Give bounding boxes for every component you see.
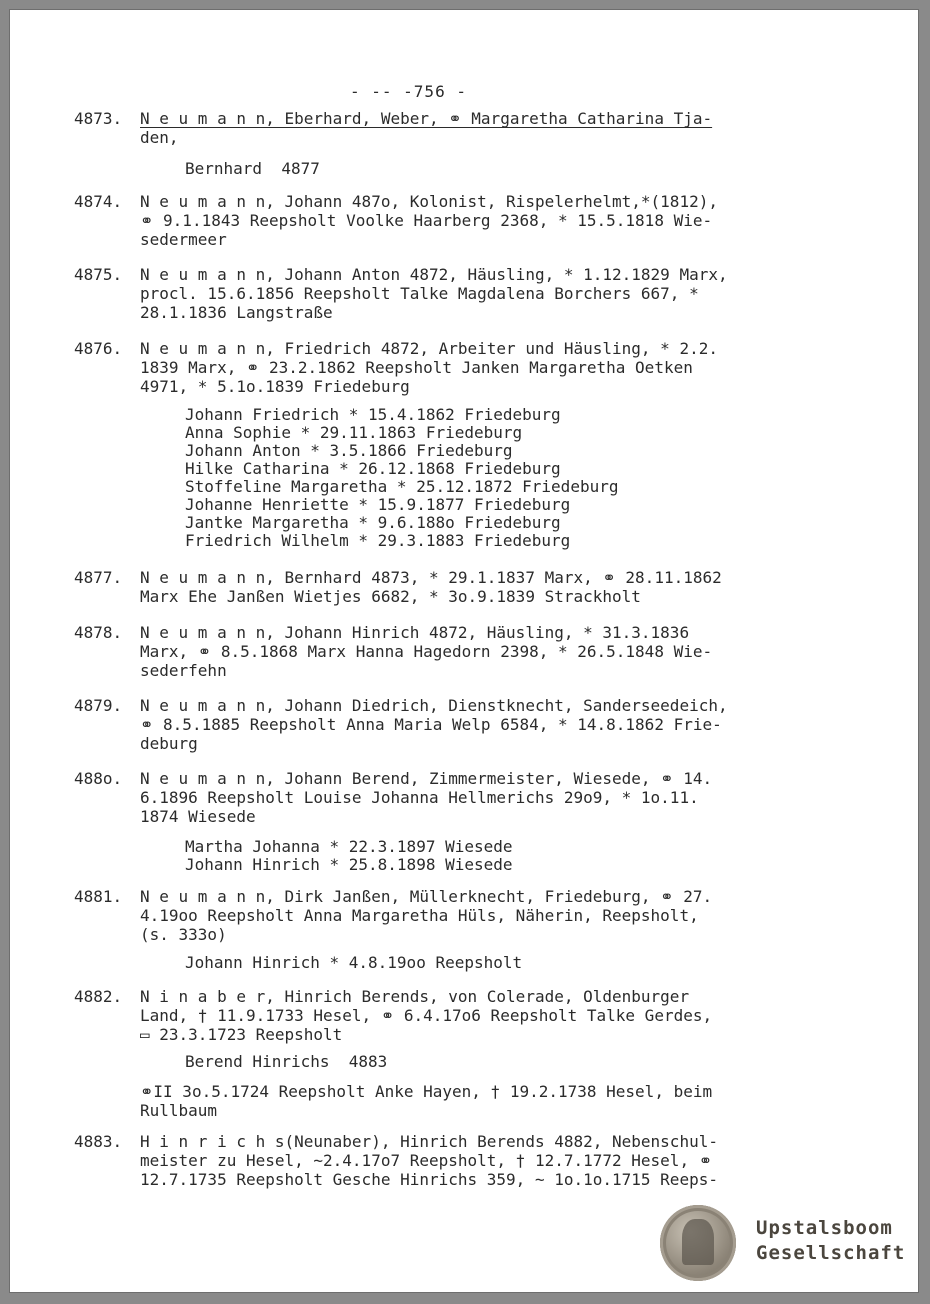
child-line: Johann Hinrich * 4.8.19oo Reepsholt <box>185 953 523 972</box>
entry-line: Rullbaum <box>140 1101 218 1120</box>
entry-line: N e u m a n n, Bernhard 4873, * 29.1.1837 Marx, ⚭ 28.11.1862 <box>140 568 722 587</box>
entry-line: Marx, ⚭ 8.5.1868 Marx Hanna Hagedorn 2398, * 26.5.1848 Wie- <box>140 642 713 661</box>
entry-line: procl. 15.6.1856 Reepsholt Talke Magdalena Borchers 667, * <box>140 284 699 303</box>
child-line: Bernhard 4877 <box>185 159 320 178</box>
child-line: Berend Hinrichs 4883 <box>185 1052 388 1071</box>
entry-number: 4877. <box>74 568 123 587</box>
entry-line: ⚭ 9.1.1843 Reepsholt Voolke Haarberg 2368, * 15.5.1818 Wie- <box>140 211 713 230</box>
entry-number: 488o. <box>74 769 123 788</box>
entry-line: Marx Ehe Janßen Wietjes 6682, * 3o.9.1839 Strackholt <box>140 587 641 606</box>
child-line: Stoffeline Margaretha * 25.12.1872 Friedeburg <box>185 477 619 496</box>
entry-number: 4879. <box>74 696 123 715</box>
entry-number: 4882. <box>74 987 123 1006</box>
entry-line: meister zu Hesel, ~2.4.17o7 Reepsholt, † 12.7.1772 Hesel, ⚭ <box>140 1151 713 1170</box>
logo-line-1: Upstalsboom <box>756 1217 893 1239</box>
child-line: Johanne Henriette * 15.9.1877 Friedeburg <box>185 495 571 514</box>
entry-line: H i n r i c h s(Neunaber), Hinrich Berends 4882, Nebenschul- <box>140 1132 718 1151</box>
child-line: Hilke Catharina * 26.12.1868 Friedeburg <box>185 459 561 478</box>
entry-line: 6.1896 Reepsholt Louise Johanna Hellmerichs 29o9, * 1o.11. <box>140 788 699 807</box>
entry-line: sedermeer <box>140 230 227 249</box>
entry-line: N e u m a n n, Johann Hinrich 4872, Häusling, * 31.3.1836 <box>140 623 690 642</box>
entry-line: 4.19oo Reepsholt Anna Margaretha Hüls, Näherin, Reepsholt, <box>140 906 699 925</box>
entry-number: 4874. <box>74 192 123 211</box>
entry-number: 4881. <box>74 887 123 906</box>
entry-number: 4876. <box>74 339 123 358</box>
entry-line: N e u m a n n, Dirk Janßen, Müllerknecht, Friedeburg, ⚭ 27. <box>140 887 713 906</box>
entry-line: den, <box>140 128 179 147</box>
child-line: Friedrich Wilhelm * 29.3.1883 Friedeburg <box>185 531 571 550</box>
child-line: Johann Hinrich * 25.8.1898 Wiesede <box>185 855 513 874</box>
child-line: Martha Johanna * 22.3.1897 Wiesede <box>185 837 513 856</box>
logo-line-2: Gesellschaft <box>756 1242 906 1264</box>
entry-line: N e u m a n n, Johann Berend, Zimmermeister, Wiesede, ⚭ 14. <box>140 769 713 788</box>
entry-line: N e u m a n n, Johann Diedrich, Dienstknecht, Sanderseedeich, <box>140 696 728 715</box>
entry-line: 1839 Marx, ⚭ 23.2.1862 Reepsholt Janken Margaretha Oetken <box>140 358 693 377</box>
seal-icon <box>660 1205 736 1281</box>
entry-line: N i n a b e r, Hinrich Berends, von Colerade, Oldenburger <box>140 987 690 1006</box>
child-line: Anna Sophie * 29.11.1863 Friedeburg <box>185 423 523 442</box>
entry-line: N e u m a n n, Eberhard, Weber, ⚭ Margaretha Catharina Tja- <box>140 109 713 128</box>
entry-line: N e u m a n n, Johann Anton 4872, Häusling, * 1.12.1829 Marx, <box>140 265 728 284</box>
entry-line: sederfehn <box>140 661 227 680</box>
child-line: Johann Anton * 3.5.1866 Friedeburg <box>185 441 513 460</box>
entry-line: 12.7.1735 Reepsholt Gesche Hinrichs 359, ~ 1o.1o.1715 Reeps- <box>140 1170 718 1189</box>
page-number: - -- -756 - <box>350 82 467 101</box>
entry-line: ⚭II 3o.5.1724 Reepsholt Anke Hayen, † 19.2.1738 Hesel, beim <box>140 1082 713 1101</box>
entry-number: 4878. <box>74 623 123 642</box>
upstalsboom-logo <box>660 1205 910 1285</box>
entry-line: 1874 Wiesede <box>140 807 256 826</box>
document-page <box>10 10 918 1292</box>
entry-number: 4883. <box>74 1132 123 1151</box>
child-line: Jantke Margaretha * 9.6.188o Friedeburg <box>185 513 561 532</box>
entry-line: (s. 333o) <box>140 925 227 944</box>
child-line: Johann Friedrich * 15.4.1862 Friedeburg <box>185 405 561 424</box>
entry-line: ▭ 23.3.1723 Reepsholt <box>140 1025 343 1044</box>
entry-line: 28.1.1836 Langstraße <box>140 303 333 322</box>
entry-line: ⚭ 8.5.1885 Reepsholt Anna Maria Welp 6584, * 14.8.1862 Frie- <box>140 715 722 734</box>
entry-line: 4971, * 5.1o.1839 Friedeburg <box>140 377 410 396</box>
entry-line: Land, † 11.9.1733 Hesel, ⚭ 6.4.17o6 Reepsholt Talke Gerdes, <box>140 1006 713 1025</box>
entry-number: 4873. <box>74 109 123 128</box>
entry-line: deburg <box>140 734 198 753</box>
entry-number: 4875. <box>74 265 123 284</box>
entry-line: N e u m a n n, Johann 487o, Kolonist, Rispelerhelmt,*(1812), <box>140 192 718 211</box>
entry-line: N e u m a n n, Friedrich 4872, Arbeiter und Häusling, * 2.2. <box>140 339 718 358</box>
